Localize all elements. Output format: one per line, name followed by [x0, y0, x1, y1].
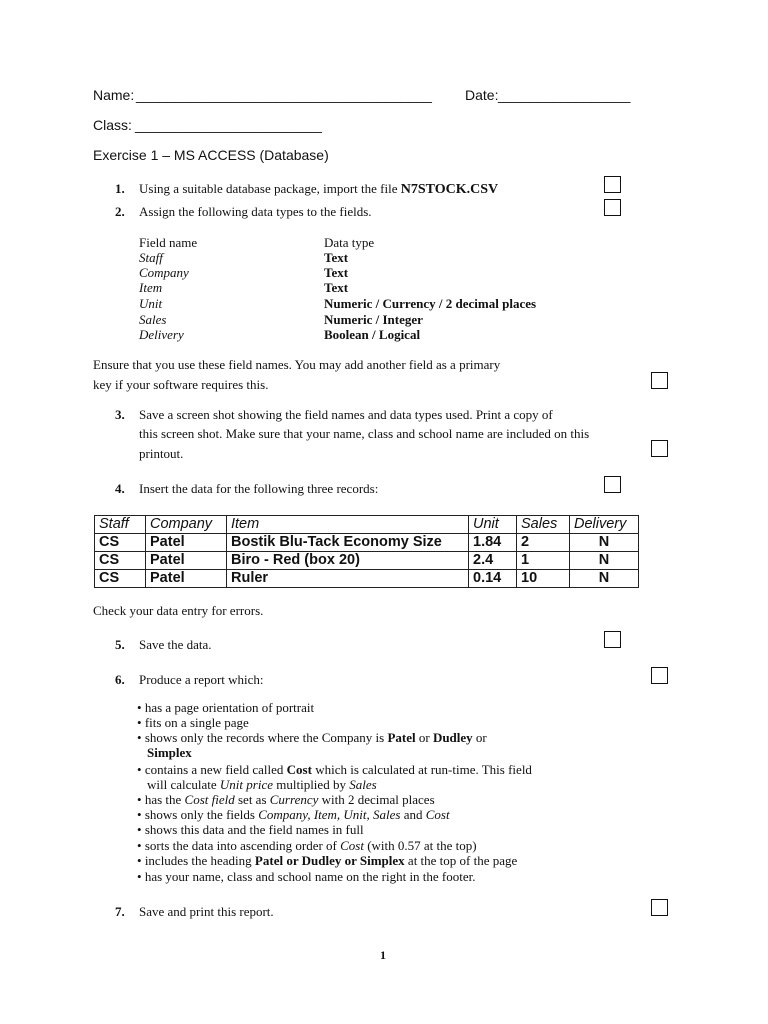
- table-cell: Biro - Red (box 20): [227, 552, 469, 570]
- field-name-header: Field name: [139, 235, 198, 250]
- column-header-unit: Unit: [469, 516, 517, 534]
- column-header-sales: Sales: [517, 516, 570, 534]
- q7-checkbox[interactable]: [651, 899, 668, 916]
- q6-number: 6.: [115, 672, 125, 687]
- report-bullet: • has your name, class and school name on the right in the footer.: [137, 869, 476, 884]
- report-bullet-continuation: will calculate Unit price multiplied by Sales: [147, 777, 377, 792]
- field-name: Delivery: [139, 327, 184, 342]
- q3-line-3: printout.: [139, 446, 184, 461]
- records-table: [94, 515, 639, 588]
- table-row: [95, 534, 639, 552]
- report-bullet: • shows this data and the field names in full: [137, 822, 364, 837]
- field-type: Numeric / Integer: [324, 312, 423, 327]
- q1-checkbox[interactable]: [604, 176, 621, 193]
- q1-number: 1.: [115, 181, 125, 196]
- table-cell: N: [570, 552, 639, 570]
- q2-checkbox[interactable]: [604, 199, 621, 216]
- q2-text: Assign the following data types to the fields.: [139, 204, 372, 219]
- table-row: [95, 570, 639, 588]
- exercise-title: Exercise 1 – MS ACCESS (Database): [93, 147, 329, 163]
- q2-number: 2.: [115, 204, 125, 219]
- table-cell: N: [570, 534, 639, 552]
- check-entry-text: Check your data entry for errors.: [93, 603, 264, 618]
- q5-text: Save the data.: [139, 637, 212, 652]
- table-cell: CS: [95, 534, 146, 552]
- table-header-row: [95, 516, 639, 534]
- table-cell: CS: [95, 570, 146, 588]
- q3-line-2: this screen shot. Make sure that your name, class and school name are included on this: [139, 426, 590, 441]
- field-type: Text: [324, 265, 349, 280]
- q5-number: 5.: [115, 637, 125, 652]
- date-line[interactable]: _________________: [498, 87, 631, 103]
- q6-checkbox[interactable]: [651, 667, 668, 684]
- q7-text: Save and print this report.: [139, 904, 274, 919]
- ensure-line-2: key if your software requires this.: [93, 377, 269, 392]
- field-type: Text: [324, 280, 349, 295]
- table-cell: 0.14: [469, 570, 517, 588]
- report-bullet: • has a page orientation of portrait: [137, 700, 315, 715]
- field-type: Text: [324, 250, 349, 265]
- table-cell: 2.4: [469, 552, 517, 570]
- table-cell: CS: [95, 552, 146, 570]
- table-cell: Bostik Blu-Tack Economy Size: [227, 534, 469, 552]
- name-line[interactable]: ______________________________________: [136, 87, 432, 103]
- report-bullet: • includes the heading Patel or Dudley or Simplex at the top of the page: [137, 853, 518, 868]
- table-row: [95, 552, 639, 570]
- field-name: Unit: [139, 296, 163, 311]
- table-cell: 2: [517, 534, 570, 552]
- field-name: Sales: [139, 312, 167, 327]
- q1-text: Using a suitable database package, import the file N7STOCK.CSV: [139, 181, 499, 197]
- class-label: Class:: [93, 117, 132, 133]
- table-cell: 10: [517, 570, 570, 588]
- table-cell: N: [570, 570, 639, 588]
- report-bullet: • has the Cost field set as Currency with 2 decimal places: [137, 792, 435, 807]
- report-bullet: • shows only the fields Company, Item, Unit, Sales and Cost: [137, 807, 450, 822]
- report-bullet: • shows only the records where the Company is Patel or Dudley or: [137, 730, 487, 745]
- table-cell: 1.84: [469, 534, 517, 552]
- table-cell: 1: [517, 552, 570, 570]
- q5-checkbox[interactable]: [604, 631, 621, 648]
- column-header-delivery: Delivery: [570, 516, 639, 534]
- column-header-item: Item: [227, 516, 469, 534]
- field-name: Item: [139, 280, 163, 295]
- q4-number: 4.: [115, 481, 125, 496]
- q6-text: Produce a report which:: [139, 672, 264, 687]
- report-bullet: • sorts the data into ascending order of Cost (with 0.57 at the top): [137, 838, 477, 853]
- report-bullet: • fits on a single page: [137, 715, 249, 730]
- q3-checkbox[interactable]: [651, 440, 668, 457]
- q3-number: 3.: [115, 407, 125, 422]
- table-cell: Patel: [146, 570, 227, 588]
- q7-number: 7.: [115, 904, 125, 919]
- data-type-header: Data type: [324, 235, 375, 250]
- class-line[interactable]: ________________________: [135, 117, 322, 133]
- report-bullet: • contains a new field called Cost which is calculated at run-time. This field: [137, 762, 532, 777]
- table-cell: Patel: [146, 552, 227, 570]
- ensure-line-1: Ensure that you use these field names. You may add another field as a primary: [93, 357, 501, 372]
- page-number: 1: [380, 948, 386, 962]
- table-cell: Patel: [146, 534, 227, 552]
- q4-text: Insert the data for the following three records:: [139, 481, 379, 496]
- field-name: Staff: [139, 250, 163, 265]
- field-name: Company: [139, 265, 189, 280]
- name-label: Name:: [93, 87, 135, 103]
- column-header-staff: Staff: [95, 516, 146, 534]
- q4-checkbox[interactable]: [604, 476, 621, 493]
- table-cell: Ruler: [227, 570, 469, 588]
- q1-filename: N7STOCK.CSV: [400, 182, 499, 197]
- date-label: Date:: [465, 87, 499, 103]
- report-bullet-continuation: Simplex: [147, 745, 192, 760]
- field-type: Boolean / Logical: [324, 327, 421, 342]
- field-type: Numeric / Currency / 2 decimal places: [324, 296, 537, 311]
- column-header-company: Company: [146, 516, 227, 534]
- q3-line-1: Save a screen shot showing the field names and data types used. Print a copy of: [139, 407, 553, 422]
- ensure-checkbox[interactable]: [651, 372, 668, 389]
